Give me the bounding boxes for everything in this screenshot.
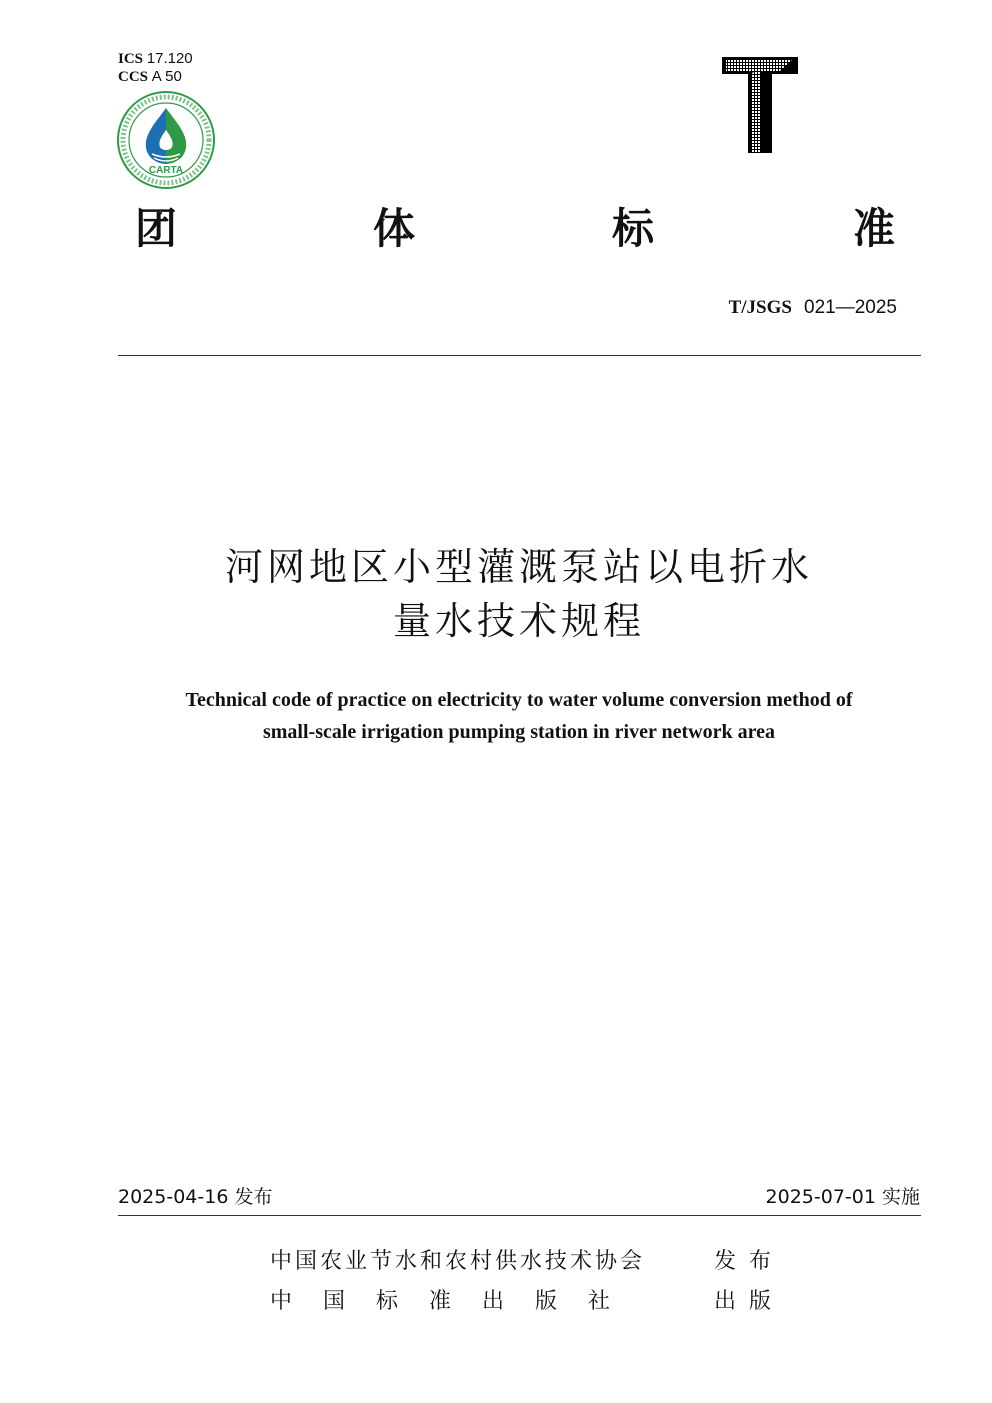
title-cn-line-2: 量水技术规程 bbox=[392, 599, 645, 643]
header-divider bbox=[118, 355, 921, 356]
ics-label: ICS bbox=[118, 51, 144, 67]
printer-role: 出 版 bbox=[714, 1289, 774, 1314]
standard-num: 021—2025 bbox=[804, 297, 897, 318]
category-char-4: 准 bbox=[853, 204, 896, 253]
ics-value: 17.120 bbox=[146, 50, 193, 67]
standard-number bbox=[729, 296, 897, 319]
publisher-role: 发 布 bbox=[714, 1249, 774, 1274]
carta-logo bbox=[116, 90, 216, 190]
issue-date: 2025-04-16 发布 bbox=[118, 1186, 273, 1208]
t-type-icon bbox=[722, 57, 798, 153]
ccs-value: A 50 bbox=[151, 68, 182, 85]
title-en-line-2: small-scale irrigation pumping station in river network area bbox=[262, 721, 775, 743]
publisher-name: 中国农业节水和农村供水技术协会 bbox=[270, 1249, 646, 1274]
implement-date: 2025-07-01 实施 bbox=[765, 1186, 920, 1208]
title-en-line-1: Technical code of practice on electricity to water volume conversion method of bbox=[185, 689, 853, 711]
category-char-3: 标 bbox=[612, 204, 655, 253]
category-char-1: 团 bbox=[135, 204, 178, 253]
footer-divider bbox=[118, 1215, 921, 1216]
ccs-code bbox=[118, 68, 182, 86]
logo-text: CARTA bbox=[148, 165, 184, 176]
printer-name: 中 国 标 准 出 版 社 bbox=[270, 1289, 622, 1314]
title-cn-line-1: 河网地区小型灌溉泵站以电折水 bbox=[224, 545, 813, 589]
ics-code bbox=[118, 50, 193, 68]
category-char-2: 体 bbox=[373, 204, 416, 253]
ccs-label: CCS bbox=[118, 69, 149, 85]
standard-prefix: T/JSGS bbox=[728, 297, 792, 318]
